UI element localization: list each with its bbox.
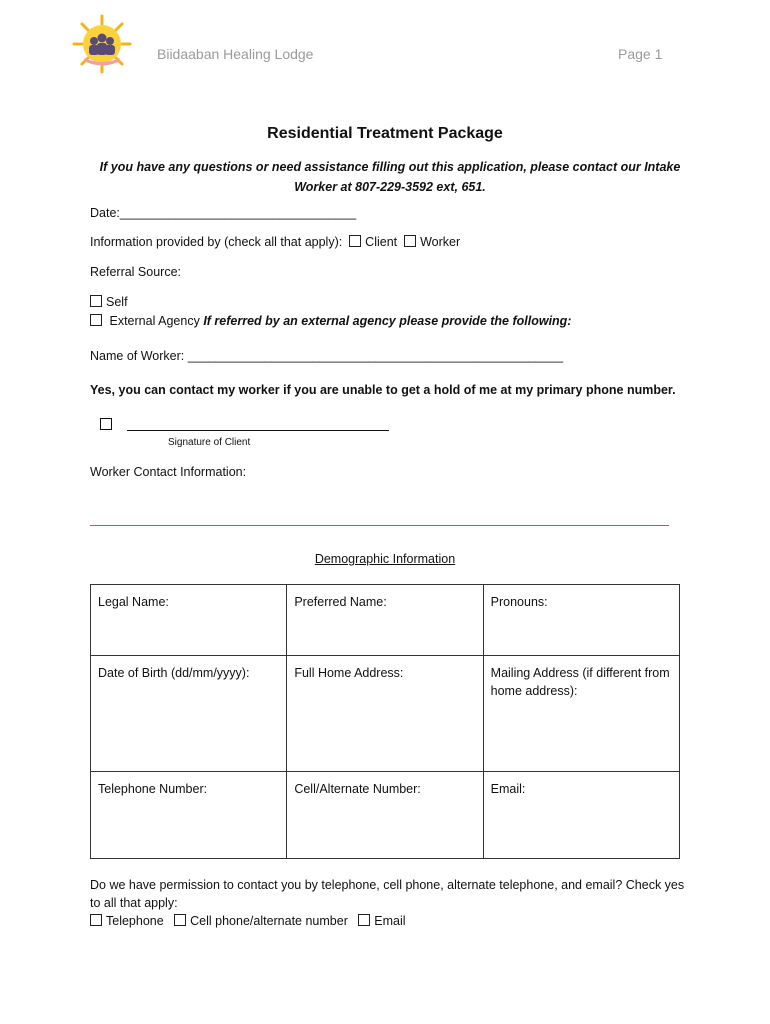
- table-row: [91, 585, 680, 656]
- referral-source-label: Referral Source:: [90, 265, 182, 279]
- name-of-worker-field[interactable]: Name of Worker: ______________________________________________________: [90, 349, 564, 363]
- header-page-number: Page 1: [618, 46, 663, 62]
- email-checkbox[interactable]: [358, 914, 370, 926]
- preferred-name-cell[interactable]: Preferred Name:: [287, 585, 483, 656]
- permission-options: [90, 912, 690, 930]
- worker-contact-label: Worker Contact Information:: [90, 465, 247, 479]
- date-field[interactable]: Date:__________________________________: [90, 206, 357, 220]
- consent-checkbox[interactable]: [100, 418, 112, 430]
- self-option-label: Self: [106, 295, 128, 309]
- legal-name-cell[interactable]: Legal Name:: [91, 585, 287, 656]
- external-agency-checkbox[interactable]: [90, 314, 102, 326]
- cell-phone-checkbox[interactable]: [174, 914, 186, 926]
- info-provided-label: Information provided by (check all that apply):: [90, 235, 343, 249]
- worker-option-label: Worker: [420, 235, 461, 249]
- header-org-name: Biidaaban Healing Lodge: [157, 46, 314, 62]
- home-address-cell[interactable]: Full Home Address:: [287, 656, 483, 772]
- telephone-cell[interactable]: Telephone Number:: [91, 772, 287, 859]
- intro-instructions: If you have any questions or need assistance filling out this application, please contact our Intake Worker at 807-229-3592 ext, 651.: [99, 160, 681, 194]
- date-of-birth-cell[interactable]: Date of Birth (dd/mm/yyyy):: [91, 656, 287, 772]
- email-cell[interactable]: Email:: [483, 772, 679, 859]
- telephone-option-label: Telephone: [106, 914, 164, 928]
- mailing-address-cell[interactable]: Mailing Address (if different from home address):: [483, 656, 679, 772]
- section-divider: [90, 525, 669, 526]
- permission-section: [90, 876, 690, 930]
- table-row: [91, 772, 680, 859]
- signature-line[interactable]: [127, 430, 389, 431]
- cell-alternate-cell[interactable]: Cell/Alternate Number:: [287, 772, 483, 859]
- demographic-heading: Demographic Information: [314, 552, 456, 566]
- permission-question: Do we have permission to contact you by telephone, cell phone, alternate telephone, and email? Check yes to all that apply:: [90, 878, 685, 910]
- lodge-logo: [72, 14, 132, 74]
- table-row: [91, 656, 680, 772]
- signature-label: Signature of Client: [168, 437, 251, 448]
- external-agency-note: If referred by an external agency please provide the following:: [203, 314, 572, 328]
- self-checkbox[interactable]: [90, 295, 102, 307]
- external-agency-label: External Agency: [109, 314, 200, 328]
- pronouns-cell[interactable]: Pronouns:: [483, 585, 679, 656]
- consent-statement: Yes, you can contact my worker if you are unable to get a hold of me at my primary phone number.: [90, 383, 676, 397]
- cell-phone-option-label: Cell phone/alternate number: [190, 914, 348, 928]
- email-option-label: Email: [374, 914, 406, 928]
- demographic-table: [90, 584, 680, 859]
- client-checkbox[interactable]: [349, 235, 361, 247]
- client-option-label: Client: [365, 235, 398, 249]
- telephone-checkbox[interactable]: [90, 914, 102, 926]
- info-provided-row: [90, 235, 460, 249]
- worker-checkbox[interactable]: [404, 235, 416, 247]
- external-agency-row: [90, 314, 571, 328]
- self-option-row: [90, 295, 128, 309]
- document-title: Residential Treatment Package: [267, 125, 503, 142]
